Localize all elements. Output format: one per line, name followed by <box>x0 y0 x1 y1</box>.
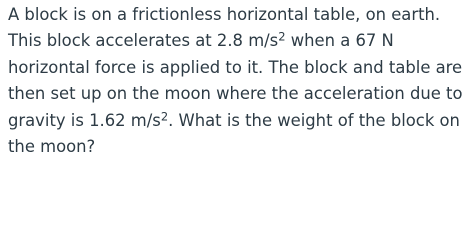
force-text: when a 67 N <box>285 31 394 51</box>
acceleration-exponent: 2 <box>278 29 286 44</box>
question-line-4: then set up on the moon where the acceleration due to <box>8 84 463 104</box>
question-line-1: A block is on a frictionless horizontal table, on earth. <box>8 5 441 24</box>
question-line-5 <box>8 108 476 134</box>
question-line-2 <box>8 28 476 54</box>
question-line-6: the moon? <box>8 137 96 157</box>
moon-gravity-text: gravity is 1.62 m/s <box>8 110 161 130</box>
question-line-3: horizontal force is applied to it. The block and table are <box>8 57 463 77</box>
weight-question-text: . What is the weight of the block on <box>168 110 460 130</box>
moon-gravity-exponent: 2 <box>160 108 169 123</box>
acceleration-text: This block accelerates at 2.8 m/s <box>8 31 279 51</box>
